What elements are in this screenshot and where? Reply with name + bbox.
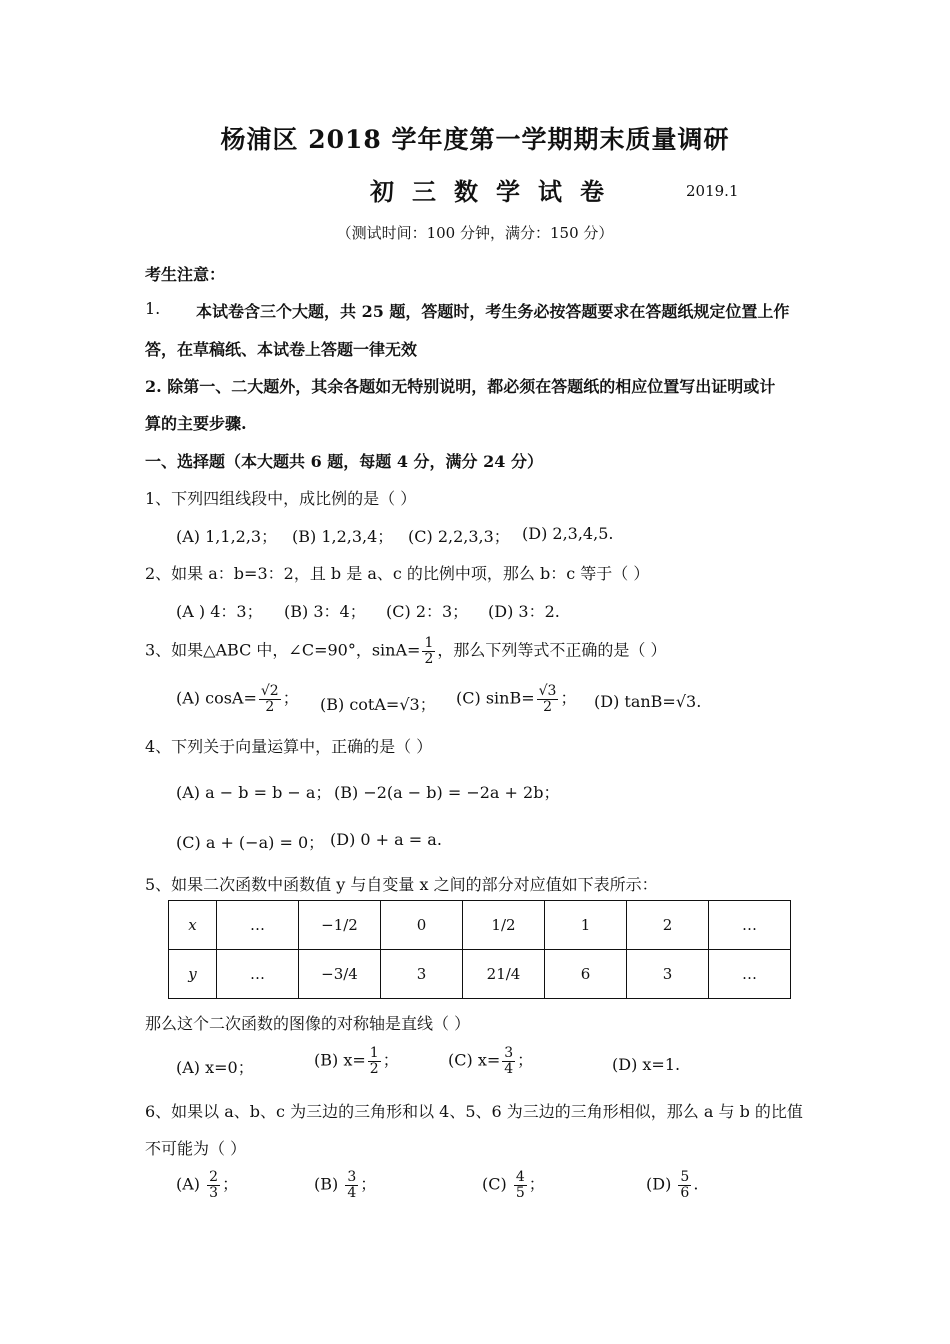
- q1-stem: 1、下列四组线段中，成比例的是（ ）: [145, 489, 417, 508]
- q4-stem: 4、下列关于向量运算中，正确的是（ ）: [145, 737, 433, 756]
- q5-stem: 5、如果二次函数中函数值 y 与自变量 x 之间的部分对应值如下表所示：: [145, 875, 658, 894]
- q6-option-b: [314, 1170, 376, 1200]
- q6-option-d: [646, 1170, 698, 1200]
- notice-heading: 考生注意：: [145, 265, 226, 284]
- q1-option-b: (B) 1,2,3,4；: [292, 527, 394, 546]
- q6-d-denominator: 6: [680, 1184, 690, 1201]
- q3-stem-numerator: 1: [424, 635, 434, 651]
- table-cell: …: [709, 950, 791, 999]
- q3-a-fraction: [259, 684, 281, 714]
- q5-c-pre: (C) x=: [448, 1050, 501, 1070]
- q4-option-b: (B) −2(a − b) = −2a + 2b；: [334, 783, 560, 802]
- q6-c-pre: (C): [482, 1174, 507, 1194]
- q6-b-pre: (B): [314, 1174, 339, 1194]
- table-cell: 6: [545, 950, 627, 999]
- q4-option-a: (A) a − b = b − a；: [176, 783, 332, 802]
- table-cell: x: [169, 901, 217, 950]
- q3-a-denominator: 2: [265, 698, 275, 715]
- table-cell: 0: [381, 901, 463, 950]
- q5-c-denominator: 4: [504, 1060, 514, 1077]
- q3-option-b: (B) cotA=√3；: [320, 695, 436, 714]
- q6-stem-line1: 6、如果以 a、b、c 为三边的三角形和以 4、5、6 为三边的三角形相似，那么 a 与 b 的比值: [145, 1102, 803, 1121]
- q3-c-denominator: 2: [543, 698, 552, 715]
- q4-option-d: (D) 0 + a = a.: [330, 830, 442, 849]
- q2-option-c: (C) 2：3；: [386, 602, 469, 621]
- q5-c-numerator: 3: [504, 1045, 514, 1061]
- table-cell: y: [169, 950, 217, 999]
- q3-option-d: (D) tanB=√3.: [594, 692, 702, 711]
- q6-a-pre: (A): [176, 1174, 201, 1194]
- table-cell: 1: [545, 901, 627, 950]
- table-row-x: [169, 901, 791, 950]
- q1-option-a: (A) 1,1,2,3；: [176, 527, 278, 546]
- q5-value-table: [168, 900, 791, 999]
- notice-item2-line2: 算的主要步骤.: [145, 414, 247, 433]
- q3-option-a: [176, 684, 299, 714]
- notice-item2-line1: 2. 除第一、二大题外，其余各题如无特别说明，都必须在答题纸的相应位置写出证明或计: [145, 377, 776, 396]
- q3-c-fraction: [537, 684, 559, 714]
- table-cell: 2: [627, 901, 709, 950]
- q6-a-post: ；: [222, 1174, 239, 1194]
- exam-subtitle: 初三数学试卷: [370, 177, 622, 206]
- q3-stem-denominator: 2: [424, 650, 434, 667]
- q3-c-numerator: √3: [538, 683, 557, 699]
- q6-a-numerator: 2: [209, 1169, 219, 1185]
- q2-option-d: (D) 3：2.: [488, 602, 560, 621]
- q6-b-numerator: 3: [347, 1169, 357, 1185]
- q6-c-post: ；: [528, 1174, 545, 1194]
- q6-d-pre: (D): [646, 1174, 672, 1194]
- q5-b-post: ；: [382, 1050, 399, 1070]
- q3-option-c: [456, 684, 576, 714]
- q3-stem-fraction: [422, 636, 435, 666]
- q6-option-a: [176, 1170, 238, 1200]
- q2-option-a: (A ) 4：3；: [176, 602, 263, 621]
- exam-title: 杨浦区 2018 学年度第一学期期末质量调研: [220, 125, 730, 154]
- exam-date: 2019.1: [686, 182, 739, 200]
- q6-a-denominator: 3: [209, 1184, 219, 1201]
- q2-stem: 2、如果 a：b=3：2，且 b 是 a、c 的比例中项，那么 b：c 等于（ ）: [145, 564, 650, 583]
- q1-option-d: (D) 2,3,4,5.: [522, 524, 614, 543]
- q5-option-a: (A) x=0；: [176, 1058, 254, 1077]
- q5-option-c: [448, 1046, 533, 1076]
- q3-c-post: ；: [560, 688, 577, 708]
- q6-d-post: .: [693, 1174, 699, 1194]
- exam-timing: （测试时间：100 分钟，满分：150 分）: [336, 224, 614, 242]
- section1-heading: 一、选择题（本大题共 6 题，每题 4 分，满分 24 分）: [145, 452, 543, 471]
- q6-c-denominator: 5: [515, 1184, 525, 1201]
- q6-b-fraction: [345, 1170, 358, 1200]
- table-cell: −1/2: [299, 901, 381, 950]
- q3-a-numerator: √2: [260, 683, 279, 699]
- q6-c-fraction: [514, 1170, 527, 1200]
- q3-stem-post: ，那么下列等式不正确的是（ ）: [437, 640, 667, 660]
- q4-option-c: (C) a + (−a) = 0；: [176, 833, 325, 852]
- table-cell: 3: [381, 950, 463, 999]
- q3-a-pre: (A) cosA=: [176, 688, 257, 708]
- table-cell: …: [217, 901, 299, 950]
- notice-item1-number: 1.: [145, 299, 161, 318]
- q3-c-pre: (C) sinB=: [456, 688, 535, 708]
- table-cell: 21/4: [463, 950, 545, 999]
- table-cell: …: [709, 901, 791, 950]
- q3-a-post: ；: [282, 688, 299, 708]
- q5-b-pre: (B) x=: [314, 1050, 366, 1070]
- q6-b-denominator: 4: [347, 1184, 357, 1201]
- q5-option-b: [314, 1046, 399, 1076]
- table-row-y: [169, 950, 791, 999]
- q6-option-c: [482, 1170, 545, 1200]
- q5-c-fraction: [502, 1046, 515, 1076]
- q6-b-post: ；: [360, 1174, 377, 1194]
- q3-stem: [145, 636, 666, 666]
- q5-b-fraction: [368, 1046, 381, 1076]
- q5-b-numerator: 1: [369, 1045, 379, 1061]
- q5-option-d: (D) x=1.: [612, 1055, 681, 1074]
- q5-followup: 那么这个二次函数的图像的对称轴是直线（ ）: [145, 1014, 471, 1033]
- q1-option-c: (C) 2,2,3,3；: [408, 527, 510, 546]
- q3-stem-pre: 3、如果△ABC 中，∠C=90°，sinA=: [145, 640, 421, 660]
- q6-c-numerator: 4: [515, 1169, 525, 1185]
- q6-d-fraction: [678, 1170, 691, 1200]
- q5-b-denominator: 2: [369, 1060, 379, 1077]
- q6-d-numerator: 5: [680, 1169, 690, 1185]
- notice-item1-line1: 本试卷含三个大题，共 25 题，答题时，考生务必按答题要求在答题纸规定位置上作: [196, 302, 790, 321]
- q2-option-b: (B) 3：4；: [284, 602, 366, 621]
- table-cell: −3/4: [299, 950, 381, 999]
- notice-item1-line2: 答，在草稿纸、本试卷上答题一律无效: [145, 340, 418, 359]
- q5-c-post: ；: [517, 1050, 534, 1070]
- table-cell: …: [217, 950, 299, 999]
- table-cell: 1/2: [463, 901, 545, 950]
- q6-stem-line2: 不可能为（ ）: [145, 1139, 247, 1158]
- q6-a-fraction: [207, 1170, 220, 1200]
- table-cell: 3: [627, 950, 709, 999]
